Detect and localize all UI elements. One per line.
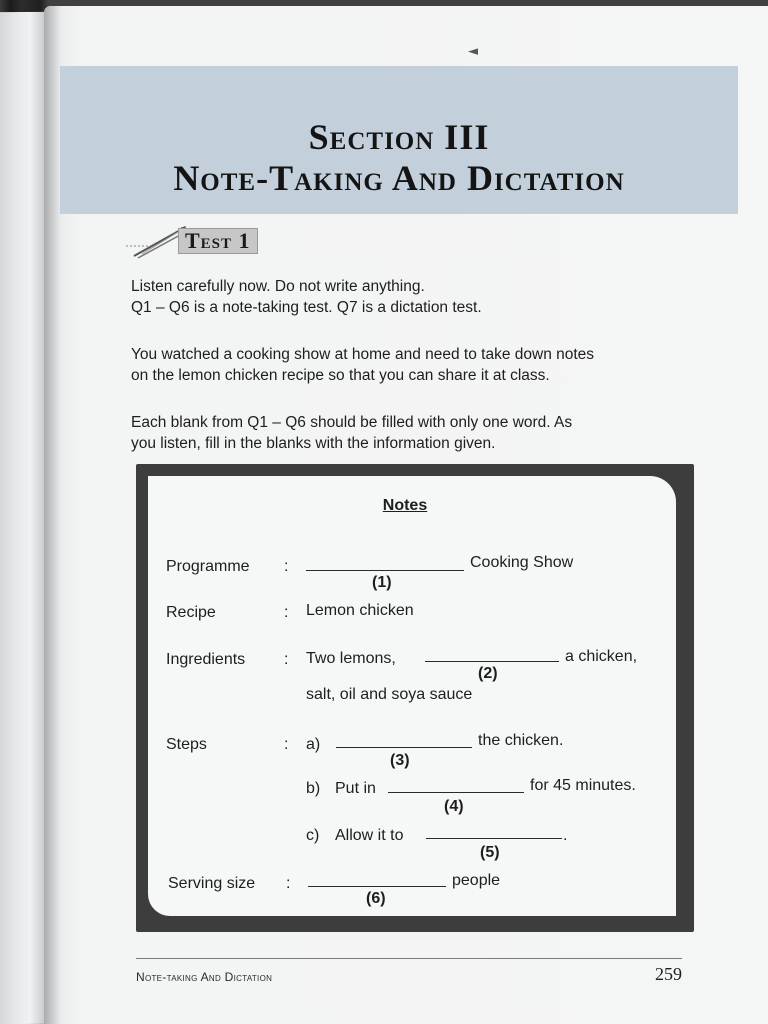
step-marker: c) <box>306 827 320 844</box>
recipe-label: Recipe <box>166 604 216 621</box>
blank-rule-line: you listen, fill in the blanks with the information given. <box>131 435 496 452</box>
footer-title: Note-taking And Dictation <box>136 970 273 984</box>
section-subtitle: Note-Taking And Dictation <box>173 158 625 198</box>
step-text: Put in <box>335 780 376 797</box>
colon: : <box>284 736 289 753</box>
blank-number-3: (3) <box>390 752 410 769</box>
step-text: for 45 minutes. <box>530 777 636 794</box>
serving-size-label: Serving size <box>168 875 256 892</box>
scenario-line: on the lemon chicken recipe so that you can share it at class. <box>131 367 550 384</box>
blank-rule-block <box>131 412 691 454</box>
colon: : <box>284 558 289 575</box>
serving-text: people <box>452 872 501 889</box>
previous-page-edge <box>0 12 44 1024</box>
step-text: the chicken. <box>478 732 564 749</box>
programme-text: Cooking Show <box>470 554 574 571</box>
test-label: Test 1 <box>178 228 258 254</box>
blank-5[interactable] <box>426 838 562 839</box>
page-number: 259 <box>655 964 682 984</box>
step-text: Allow it to <box>335 827 404 844</box>
section-title: Section III <box>308 117 490 157</box>
blank-number-5: (5) <box>480 844 500 861</box>
blank-6[interactable] <box>308 886 446 887</box>
footer-rule <box>136 958 682 959</box>
recipe-value: Lemon chicken <box>306 602 414 619</box>
blank-1[interactable] <box>306 570 464 571</box>
colon: : <box>286 875 291 892</box>
ingredients-text: salt, oil and soya sauce <box>306 686 473 703</box>
instruction-line: Listen carefully now. Do not write anything. <box>131 278 425 295</box>
ingredients-text: a chicken, <box>565 648 638 665</box>
colon: : <box>284 604 289 621</box>
colon: : <box>284 651 289 668</box>
steps-label: Steps <box>166 736 207 753</box>
blank-number-2: (2) <box>478 665 498 682</box>
scenario-block <box>131 344 691 386</box>
ingredients-text: Two lemons, <box>306 650 396 667</box>
scenario-line: You watched a cooking show at home and need to take down notes <box>131 346 595 363</box>
programme-label: Programme <box>166 558 250 575</box>
step-marker: a) <box>306 736 321 753</box>
instructions-block <box>131 276 691 318</box>
blank-number-6: (6) <box>366 890 386 907</box>
blank-4[interactable] <box>388 792 524 793</box>
notes-heading: Notes <box>382 497 428 514</box>
blank-number-1: (1) <box>372 574 392 591</box>
test-badge <box>120 222 272 258</box>
instruction-line: Q1 – Q6 is a note-taking test. Q7 is a dictation test. <box>131 299 482 316</box>
blank-rule-line: Each blank from Q1 – Q6 should be filled with only one word. As <box>131 414 573 431</box>
step-marker: b) <box>306 780 321 797</box>
ingredients-label: Ingredients <box>166 651 246 668</box>
step-text: . <box>563 827 568 844</box>
blank-3[interactable] <box>336 747 472 748</box>
blank-number-4: (4) <box>444 798 464 815</box>
page-speck: ◄ <box>468 44 478 59</box>
blank-2[interactable] <box>425 661 559 662</box>
